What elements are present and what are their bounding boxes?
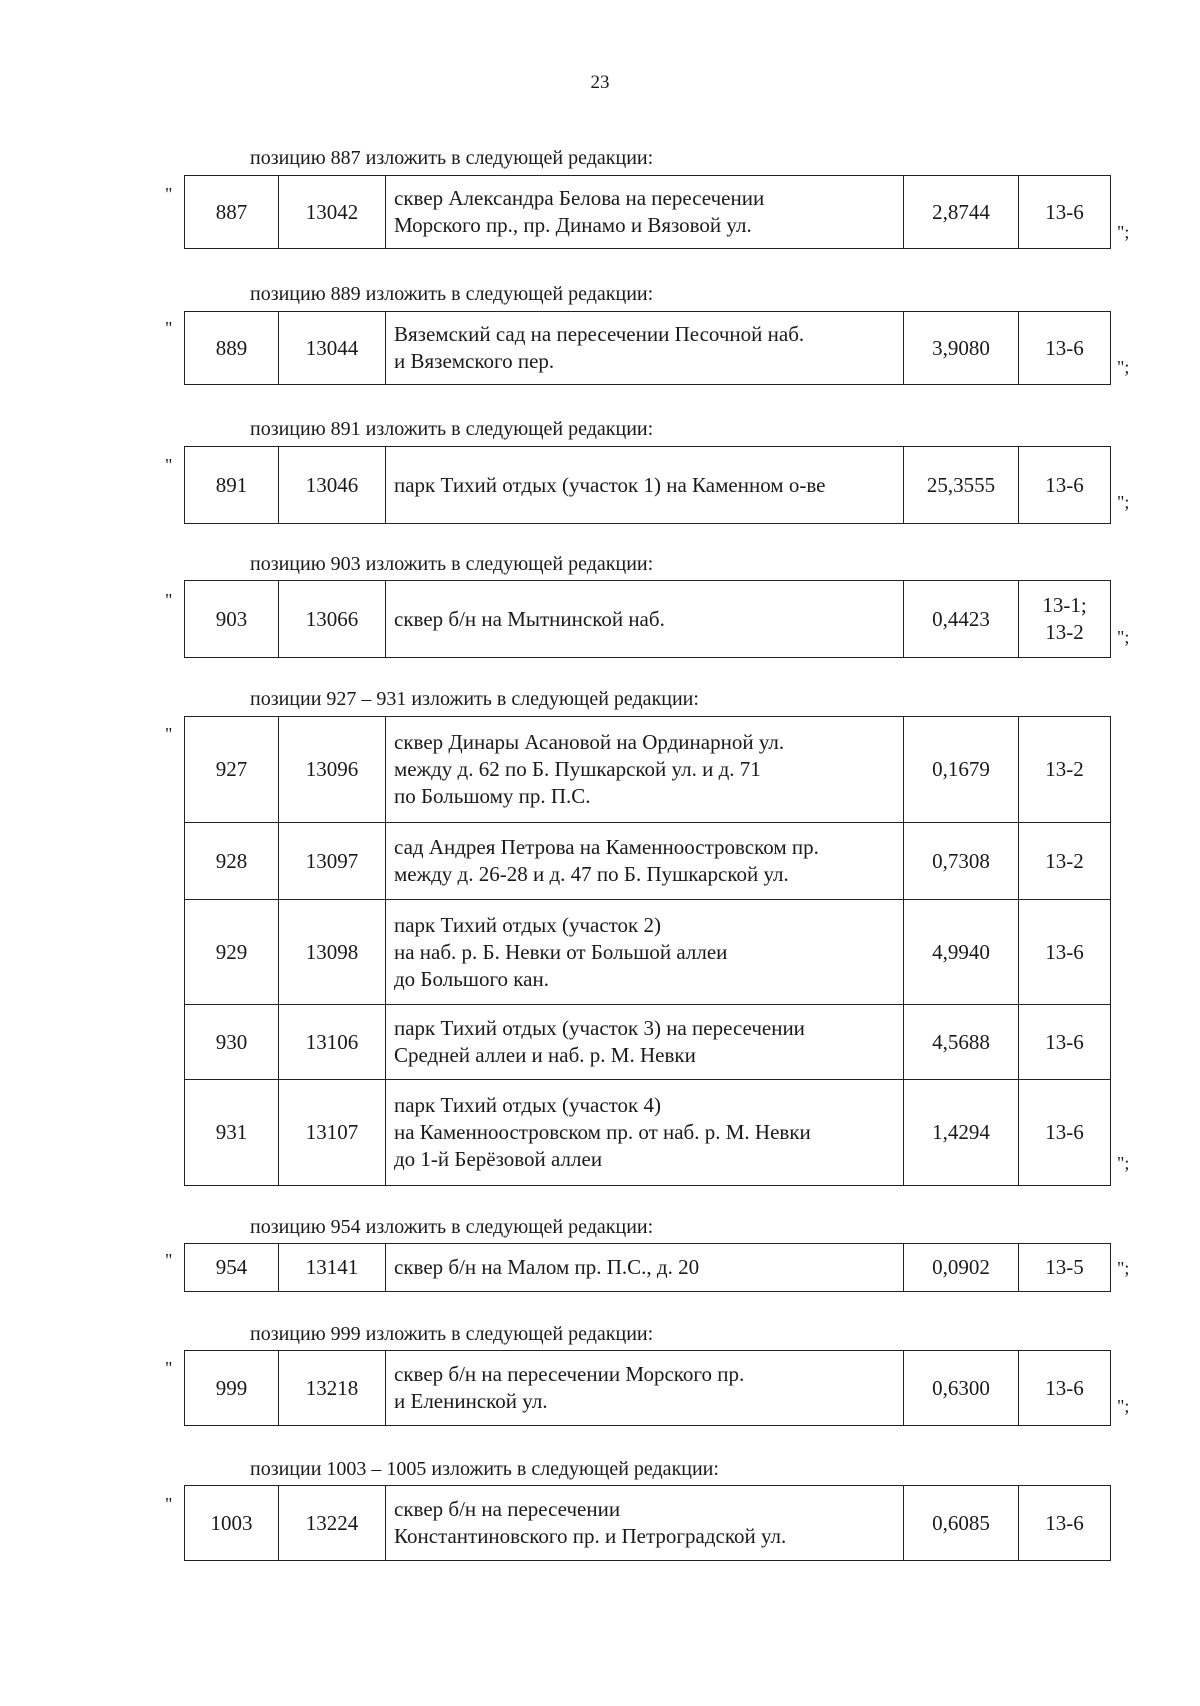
- table-row: [185, 1080, 1111, 1186]
- positions-table: [184, 175, 1111, 249]
- page-number: 23: [590, 72, 610, 93]
- object-name: сквер б/н на пересечении Константиновского пр. и Петроградской ул.: [386, 1486, 904, 1561]
- position-number: 954: [185, 1244, 279, 1292]
- position-number: 927: [185, 717, 279, 823]
- table-row: [185, 1244, 1111, 1292]
- zone-code: 13-6: [1019, 447, 1111, 524]
- object-name: сад Андрея Петрова на Каменноостровском пр. между д. 26-28 и д. 47 по Б. Пушкарской ул.: [386, 823, 904, 900]
- amendment-title: позиции 1003 – 1005 изложить в следующей редакции:: [250, 1458, 719, 1480]
- zone-code: 13-6: [1019, 1351, 1111, 1426]
- zone-code: 13-6: [1019, 176, 1111, 249]
- object-area: 25,3555: [904, 447, 1019, 524]
- close-quote: ";: [1117, 1153, 1130, 1173]
- open-quote: ": [165, 184, 173, 204]
- object-area: 0,6300: [904, 1351, 1019, 1426]
- position-number: 903: [185, 581, 279, 658]
- open-quote: ": [165, 1494, 173, 1514]
- zone-code: 13-6: [1019, 1080, 1111, 1186]
- positions-table: [184, 1485, 1111, 1561]
- close-quote: ";: [1117, 222, 1130, 242]
- table-row: [185, 900, 1111, 1005]
- positions-table: [184, 580, 1111, 658]
- open-quote: ": [165, 455, 173, 475]
- object-name: парк Тихий отдых (участок 1) на Каменном о-ве: [386, 447, 904, 524]
- object-code: 13046: [279, 447, 386, 524]
- zone-code: 13-5: [1019, 1244, 1111, 1292]
- object-area: 0,0902: [904, 1244, 1019, 1292]
- object-code: 13042: [279, 176, 386, 249]
- amendment-title: позицию 889 изложить в следующей редакции:: [250, 283, 654, 305]
- object-name: сквер б/н на Мытнинской наб.: [386, 581, 904, 658]
- positions-table: [184, 1243, 1111, 1292]
- positions-table: [184, 716, 1111, 1186]
- amendment-title: позицию 891 изложить в следующей редакции:: [250, 418, 654, 440]
- object-code: 13066: [279, 581, 386, 658]
- amendment-title: позицию 903 изложить в следующей редакции:: [250, 553, 654, 575]
- object-area: 0,6085: [904, 1486, 1019, 1561]
- close-quote: ";: [1117, 627, 1130, 647]
- open-quote: ": [165, 590, 173, 610]
- position-number: 887: [185, 176, 279, 249]
- close-quote: ";: [1117, 492, 1130, 512]
- positions-table: [184, 311, 1111, 385]
- close-quote: ";: [1117, 1396, 1130, 1416]
- open-quote: ": [165, 724, 173, 744]
- position-number: 931: [185, 1080, 279, 1186]
- zone-code: 13-6: [1019, 312, 1111, 385]
- positions-table: [184, 1350, 1111, 1426]
- object-name: сквер Динары Асановой на Ординарной ул. между д. 62 по Б. Пушкарской ул. и д. 71 по Большому пр. П.С.: [386, 717, 904, 823]
- table-row: [185, 581, 1111, 658]
- object-code: 13044: [279, 312, 386, 385]
- object-name: парк Тихий отдых (участок 4) на Каменноостровском пр. от наб. р. М. Невки до 1-й Берёзовой аллеи: [386, 1080, 904, 1186]
- object-code: 13141: [279, 1244, 386, 1292]
- table-row: [185, 1351, 1111, 1426]
- position-number: 891: [185, 447, 279, 524]
- table-row: [185, 176, 1111, 249]
- position-number: 889: [185, 312, 279, 385]
- close-quote: ";: [1117, 1258, 1130, 1278]
- table-row: [185, 1005, 1111, 1080]
- object-name: сквер Александра Белова на пересечении Морского пр., пр. Динамо и Вязовой ул.: [386, 176, 904, 249]
- amendment-title: позиции 927 – 931 изложить в следующей редакции:: [250, 688, 699, 710]
- open-quote: ": [165, 1358, 173, 1378]
- object-name: сквер б/н на пересечении Морского пр. и Еленинской ул.: [386, 1351, 904, 1426]
- zone-code: 13-6: [1019, 900, 1111, 1005]
- position-number: 999: [185, 1351, 279, 1426]
- table-row: [185, 312, 1111, 385]
- object-area: 3,9080: [904, 312, 1019, 385]
- object-area: 0,7308: [904, 823, 1019, 900]
- open-quote: ": [165, 318, 173, 338]
- position-number: 928: [185, 823, 279, 900]
- object-code: 13096: [279, 717, 386, 823]
- amendment-title: позицию 887 изложить в следующей редакции:: [250, 147, 654, 169]
- position-number: 929: [185, 900, 279, 1005]
- table-row: [185, 1486, 1111, 1561]
- amendment-title: позицию 954 изложить в следующей редакции:: [250, 1216, 654, 1238]
- table-row: [185, 823, 1111, 900]
- object-name: парк Тихий отдых (участок 2) на наб. р. Б. Невки от Большой аллеи до Большого кан.: [386, 900, 904, 1005]
- object-name: сквер б/н на Малом пр. П.С., д. 20: [386, 1244, 904, 1292]
- object-code: 13218: [279, 1351, 386, 1426]
- positions-table: [184, 446, 1111, 524]
- object-area: 0,4423: [904, 581, 1019, 658]
- zone-code: 13-6: [1019, 1005, 1111, 1080]
- object-code: 13107: [279, 1080, 386, 1186]
- object-area: 0,1679: [904, 717, 1019, 823]
- close-quote: ";: [1117, 357, 1130, 377]
- open-quote: ": [165, 1250, 173, 1270]
- object-code: 13106: [279, 1005, 386, 1080]
- table-row: [185, 717, 1111, 823]
- position-number: 1003: [185, 1486, 279, 1561]
- zone-code: 13-1; 13-2: [1019, 581, 1111, 658]
- object-name: парк Тихий отдых (участок 3) на пересечении Средней аллеи и наб. р. М. Невки: [386, 1005, 904, 1080]
- object-area: 2,8744: [904, 176, 1019, 249]
- zone-code: 13-2: [1019, 823, 1111, 900]
- zone-code: 13-2: [1019, 717, 1111, 823]
- object-area: 1,4294: [904, 1080, 1019, 1186]
- object-area: 4,5688: [904, 1005, 1019, 1080]
- amendment-title: позицию 999 изложить в следующей редакции:: [250, 1323, 654, 1345]
- table-row: [185, 447, 1111, 524]
- object-name: Вяземский сад на пересечении Песочной наб. и Вяземского пер.: [386, 312, 904, 385]
- zone-code: 13-6: [1019, 1486, 1111, 1561]
- object-code: 13224: [279, 1486, 386, 1561]
- object-code: 13098: [279, 900, 386, 1005]
- object-area: 4,9940: [904, 900, 1019, 1005]
- position-number: 930: [185, 1005, 279, 1080]
- object-code: 13097: [279, 823, 386, 900]
